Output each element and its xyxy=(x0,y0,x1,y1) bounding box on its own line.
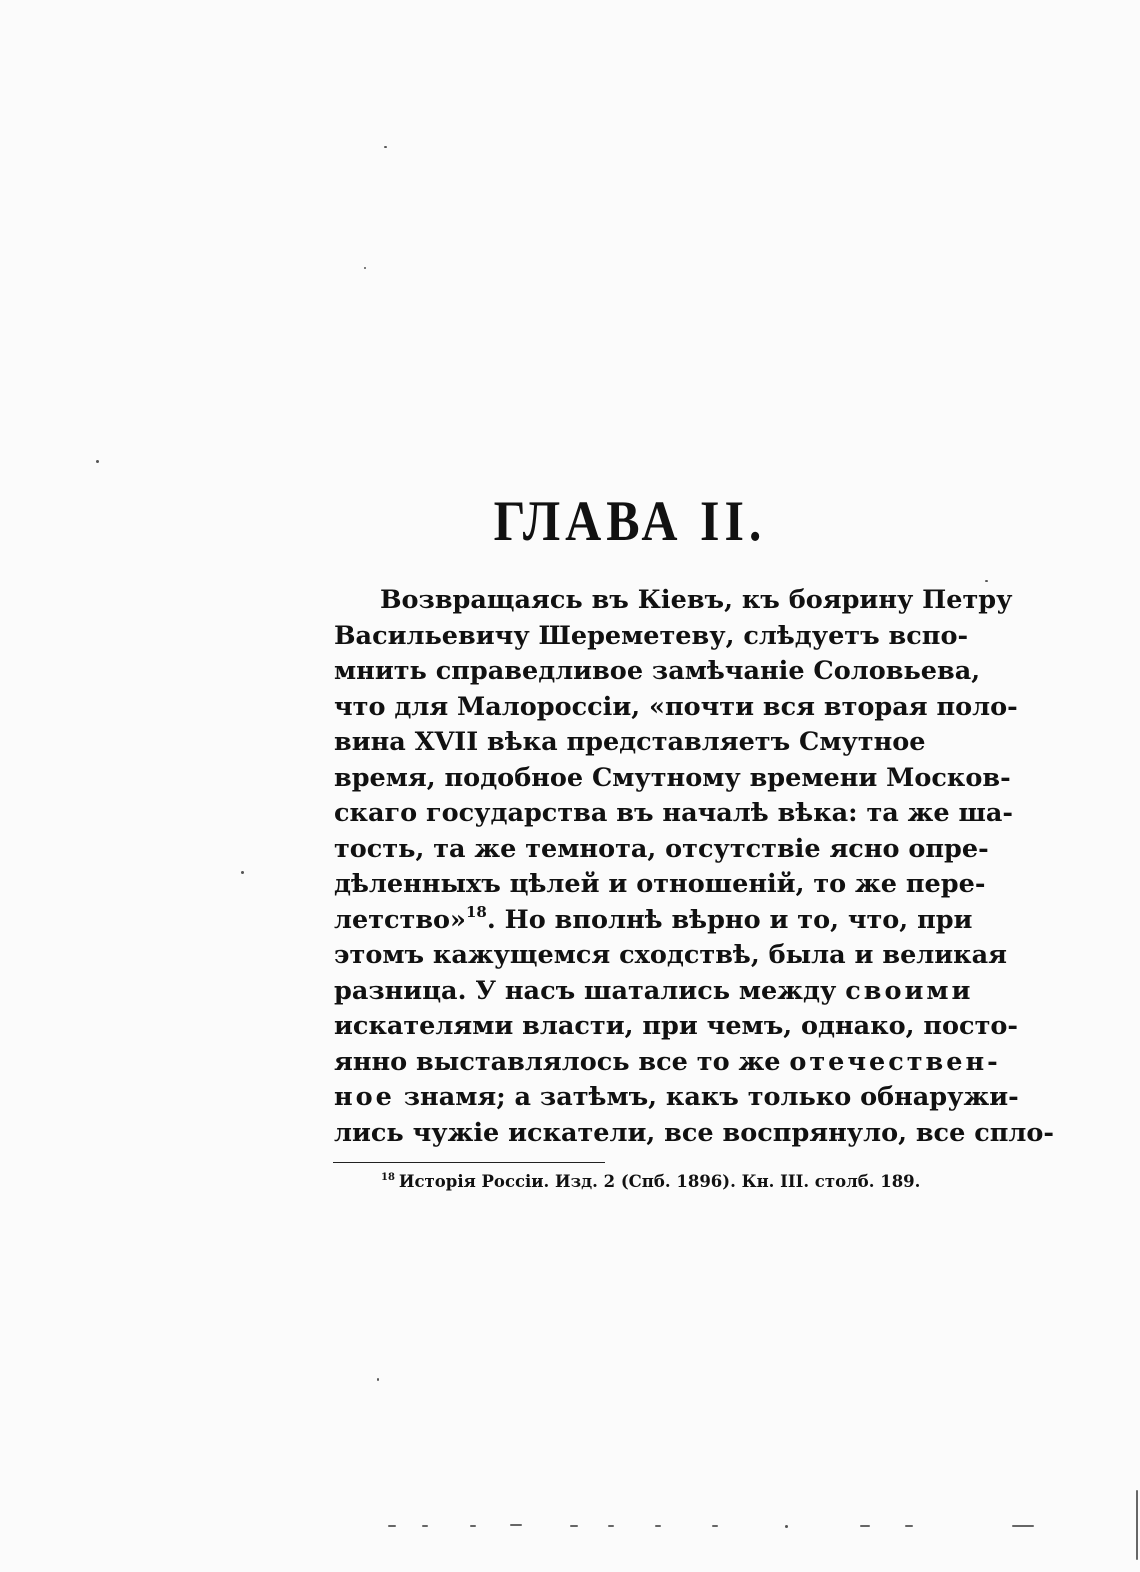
footnote xyxy=(381,1171,920,1193)
scan-artifact xyxy=(608,1525,614,1527)
text-line xyxy=(334,902,973,939)
text-segment: . Но вполнѣ вѣрно и то, что, при xyxy=(486,904,973,935)
text-line: этомъ кажущемся сходствѣ, была и великая xyxy=(334,940,1007,970)
text-line xyxy=(334,1045,1001,1081)
text-line: дѣленныхъ цѣлей и отношеній, то же пере- xyxy=(334,869,986,899)
scan-speck xyxy=(377,1378,379,1381)
scan-artifact xyxy=(388,1525,396,1527)
footnote-text: Исторія Россіи. Изд. 2 (Спб. 1896). Кн. III. столб. 189. xyxy=(398,1172,921,1191)
scan-artifact xyxy=(570,1525,578,1527)
text-line: вина XVII вѣка представляетъ Смутное xyxy=(334,727,926,757)
text-line: искателями власти, при чемъ, однако, посто- xyxy=(334,1011,1018,1041)
text-line: скаго государства въ началѣ вѣка: та же ша- xyxy=(334,798,1014,828)
scan-artifact xyxy=(1012,1525,1034,1527)
scan-artifact xyxy=(860,1525,870,1527)
text-segment: янно выставлялось все то же xyxy=(334,1046,790,1077)
text-line: мнить справедливое замѣчаніе Соловьева, xyxy=(334,656,981,686)
scan-artifact xyxy=(422,1525,428,1527)
scan-speck xyxy=(96,460,99,463)
scan-speck xyxy=(364,267,366,269)
scan-speck xyxy=(241,871,244,874)
chapter-title: ГЛАВА II. xyxy=(493,488,767,553)
scan-artifact xyxy=(905,1525,913,1527)
scan-speck xyxy=(785,1525,788,1528)
emphasized-word: своими xyxy=(845,975,974,1006)
scan-speck xyxy=(985,580,988,582)
scan-artifact xyxy=(712,1525,718,1527)
emphasized-word: отечествен- xyxy=(789,1046,1001,1077)
text-segment: разница. У насъ шатались между xyxy=(334,975,846,1006)
footnote-reference: 18 xyxy=(466,902,487,921)
scan-artifact xyxy=(655,1525,661,1527)
text-line xyxy=(334,1080,1019,1116)
text-line: лись чужіе искатели, все воспрянуло, все сплo- xyxy=(334,1117,1054,1148)
text-line: время, подобное Смутному времени Москов- xyxy=(334,762,1011,793)
text-line xyxy=(334,974,974,1010)
body-paragraph xyxy=(334,583,1054,1151)
text-line: что для Малороссіи, «почти вся вторая поло- xyxy=(334,691,1018,722)
footnote-divider xyxy=(333,1162,605,1163)
scan-speck xyxy=(384,146,387,148)
text-line: Возвращаясь въ Кіевъ, къ боярину Петру xyxy=(380,585,1013,615)
text-line: тость, та же темнота, отсутствіе ясно опре- xyxy=(334,833,989,864)
scan-artifact xyxy=(470,1525,476,1527)
footnote-number: 18 xyxy=(381,1172,395,1183)
scan-artifact xyxy=(510,1524,522,1526)
emphasized-word: ное xyxy=(334,1082,395,1112)
text-segment: летство» xyxy=(334,904,466,935)
text-line: Васильевичу Шереметеву, слѣдуетъ вспо- xyxy=(334,620,969,651)
text-segment: знамя; а затѣмъ, какъ только обнаружи- xyxy=(394,1082,1019,1112)
scan-artifact xyxy=(1136,1490,1138,1560)
